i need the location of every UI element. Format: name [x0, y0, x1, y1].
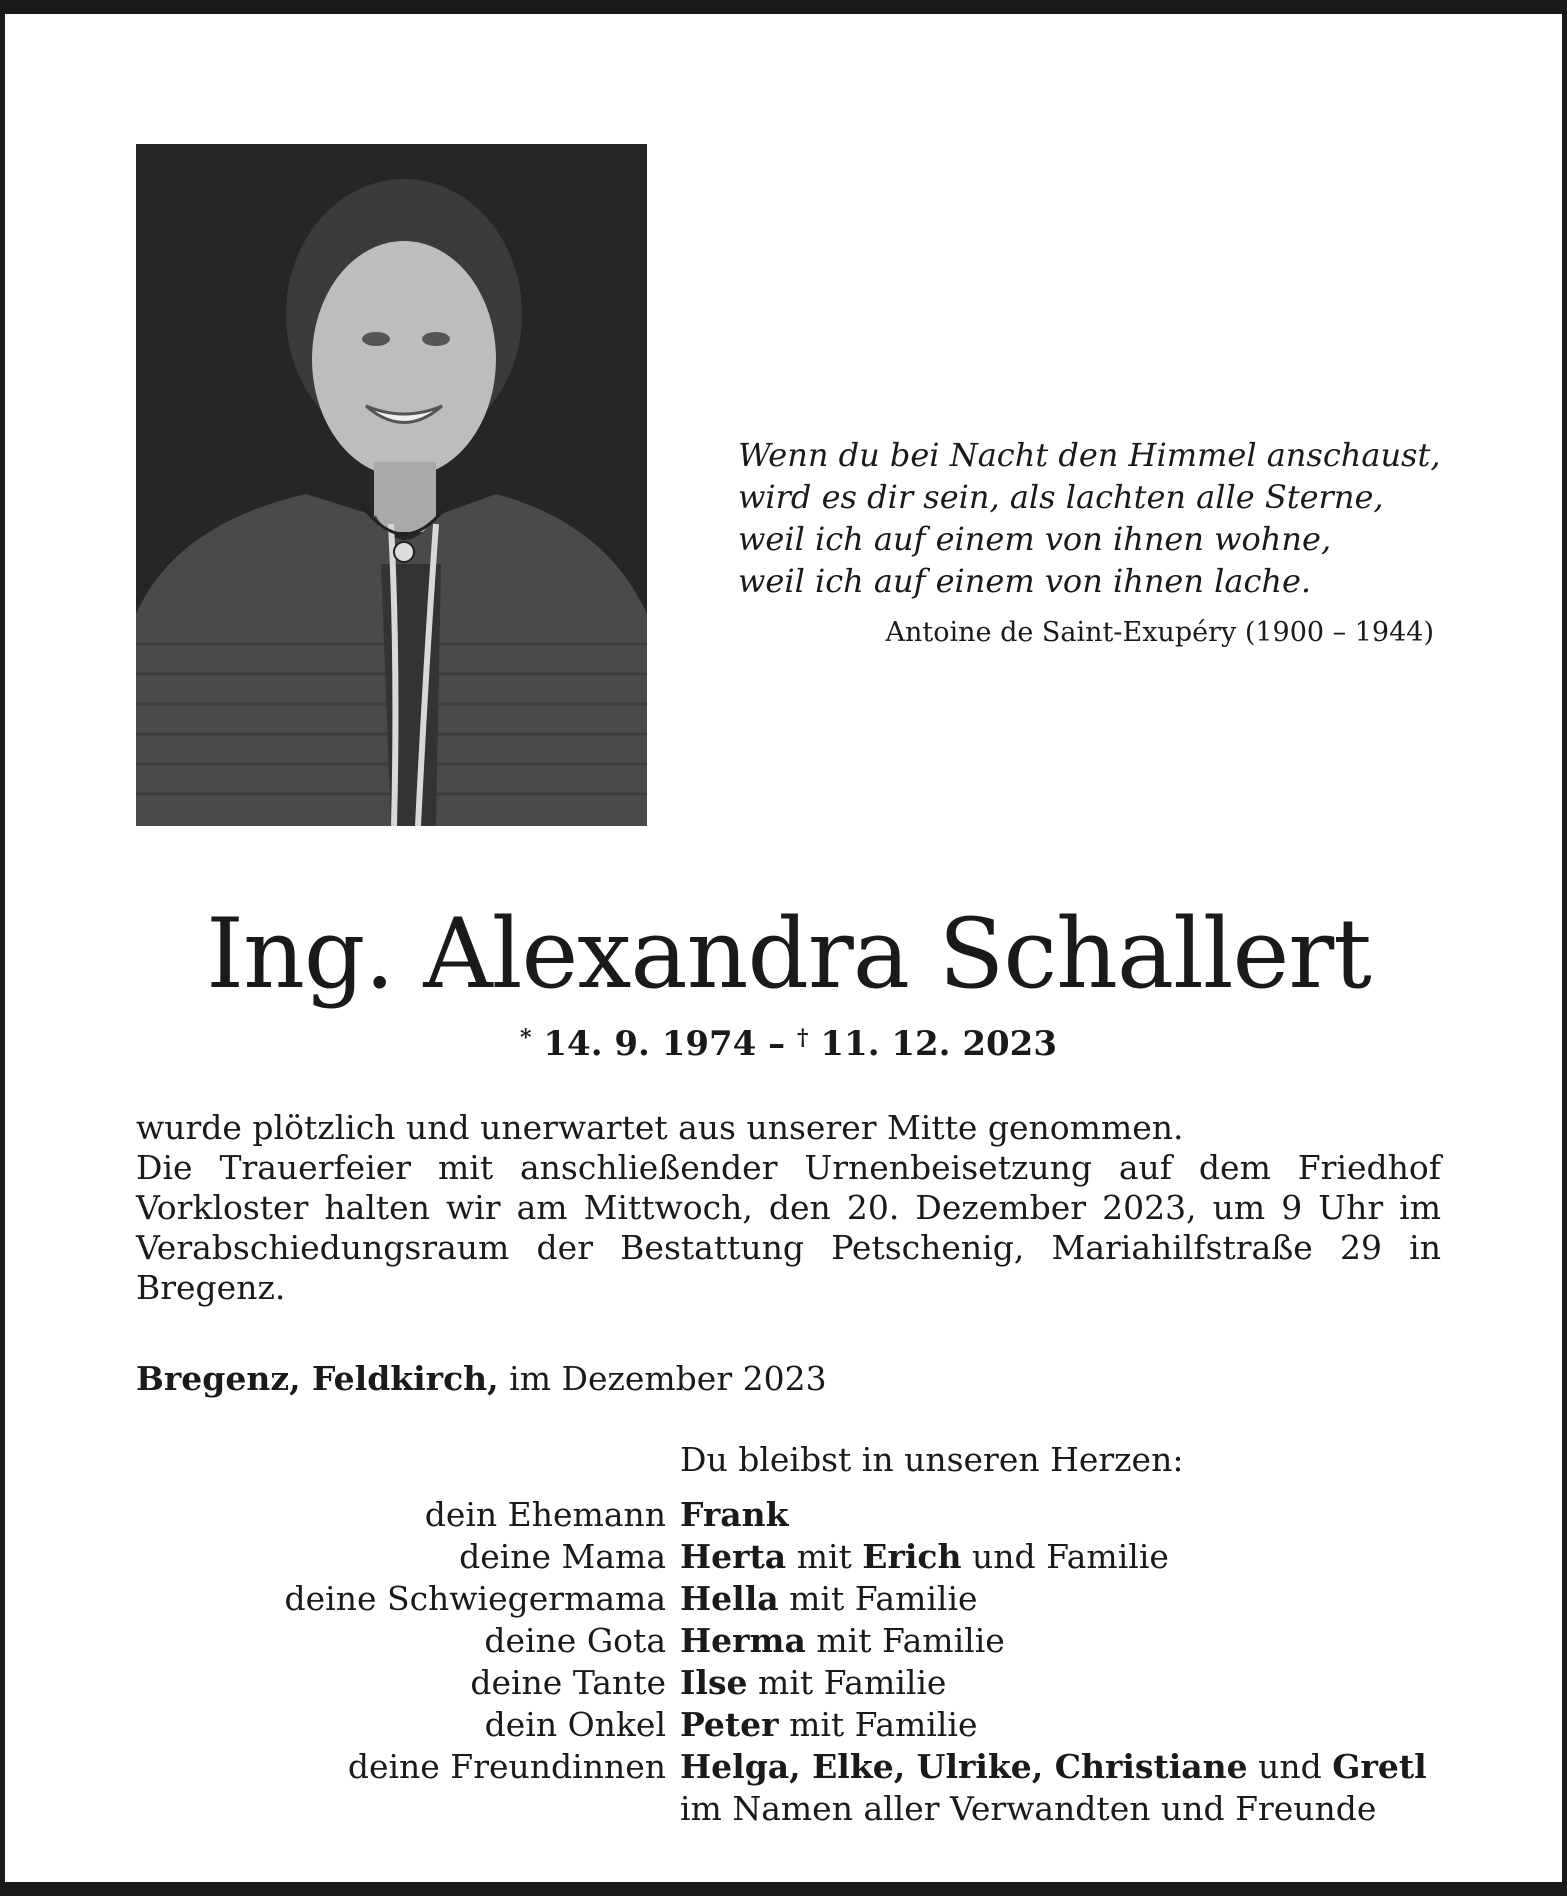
mourner-name: Gretl [1332, 1747, 1427, 1786]
mourner-row [136, 1620, 1446, 1662]
mourner-name: Erich [862, 1537, 962, 1576]
quote-line: weil ich auf einem von ihnen lache. [738, 562, 1312, 600]
place-date [136, 1358, 1036, 1400]
mourner-name: Peter [680, 1705, 779, 1744]
place-month: im Dezember 2023 [509, 1359, 827, 1398]
mourner-name: Ilse [680, 1663, 748, 1702]
quote-line: wird es dir sein, als lachten alle Sterne, [738, 478, 1384, 516]
mourner-row [136, 1704, 1446, 1746]
mourner-relation: deine Gota [484, 1621, 666, 1660]
announcement-text [136, 1108, 1441, 1308]
mourner-relation: deine Freundinnen [347, 1747, 666, 1786]
mourner-connector: mit [796, 1537, 852, 1576]
birth-date: 14. 9. 1974 [543, 1024, 757, 1064]
death-symbol: † [797, 1025, 809, 1051]
mourner-name: Frank [680, 1495, 789, 1534]
mourner-relation: dein Ehemann [424, 1495, 666, 1534]
mourner-name: Herta [680, 1537, 787, 1576]
mourners-intro: Du bleibst in unseren Herzen: [680, 1440, 1184, 1479]
closing-line: im Namen aller Verwandten und Freunde [680, 1789, 1377, 1828]
mourner-row [136, 1536, 1446, 1578]
quote-line: Wenn du bei Nacht den Himmel anschaust, [738, 436, 1441, 474]
portrait-illustration [136, 144, 647, 826]
quote-author: Antoine de Saint-Exupéry (1900 – 1944) [885, 617, 1434, 648]
mourner-connector: und [1258, 1747, 1322, 1786]
mourner-row [136, 1662, 1446, 1704]
mourner-relation: deine Tante [470, 1663, 666, 1702]
life-dates [5, 1022, 1567, 1066]
mourner-name: Herma [680, 1621, 806, 1660]
mourner-name: Helga, Elke, Ulrike, Christiane [680, 1747, 1248, 1786]
mourner-suffix: mit Familie [758, 1663, 947, 1702]
mourner-relation: dein Onkel [484, 1705, 666, 1744]
date-separator: – [768, 1024, 786, 1064]
birth-symbol: * [520, 1025, 532, 1051]
announcement-line: wurde plötzlich und unerwartet aus unserer Mitte genommen. [136, 1108, 1184, 1147]
deceased-name: Ing. Alexandra Schallert [206, 898, 1371, 1010]
quote-text [738, 434, 1441, 602]
ceremony-paragraph: Die Trauerfeier mit anschließender Urnenbeisetzung auf dem Friedhof Vorkloster halten wir am Mittwoch, den 20. Dezember 2023, um 9 Uhr im Verabschiedungsraum der Bestattung Petschenig, Mariahilfstraße 29 in Bregenz. [136, 1148, 1441, 1307]
mourner-row [136, 1494, 1446, 1536]
mourner-suffix: mit Familie [789, 1705, 978, 1744]
mourner-suffix: und Familie [971, 1537, 1169, 1576]
mourner-row [136, 1746, 1446, 1788]
mourners-list [136, 1494, 1446, 1788]
mourner-name: Hella [680, 1579, 779, 1618]
mourner-relation: deine Schwiegermama [284, 1579, 666, 1618]
quote-line: weil ich auf einem von ihnen wohne, [738, 520, 1332, 558]
place-cities: Bregenz, Feldkirch, [136, 1359, 499, 1398]
portrait-photo [136, 144, 647, 826]
mourner-relation: deine Mama [459, 1537, 666, 1576]
death-date: 11. 12. 2023 [820, 1024, 1057, 1064]
mourner-suffix: mit Familie [816, 1621, 1005, 1660]
mourner-row [136, 1578, 1446, 1620]
mourner-suffix: mit Familie [789, 1579, 978, 1618]
